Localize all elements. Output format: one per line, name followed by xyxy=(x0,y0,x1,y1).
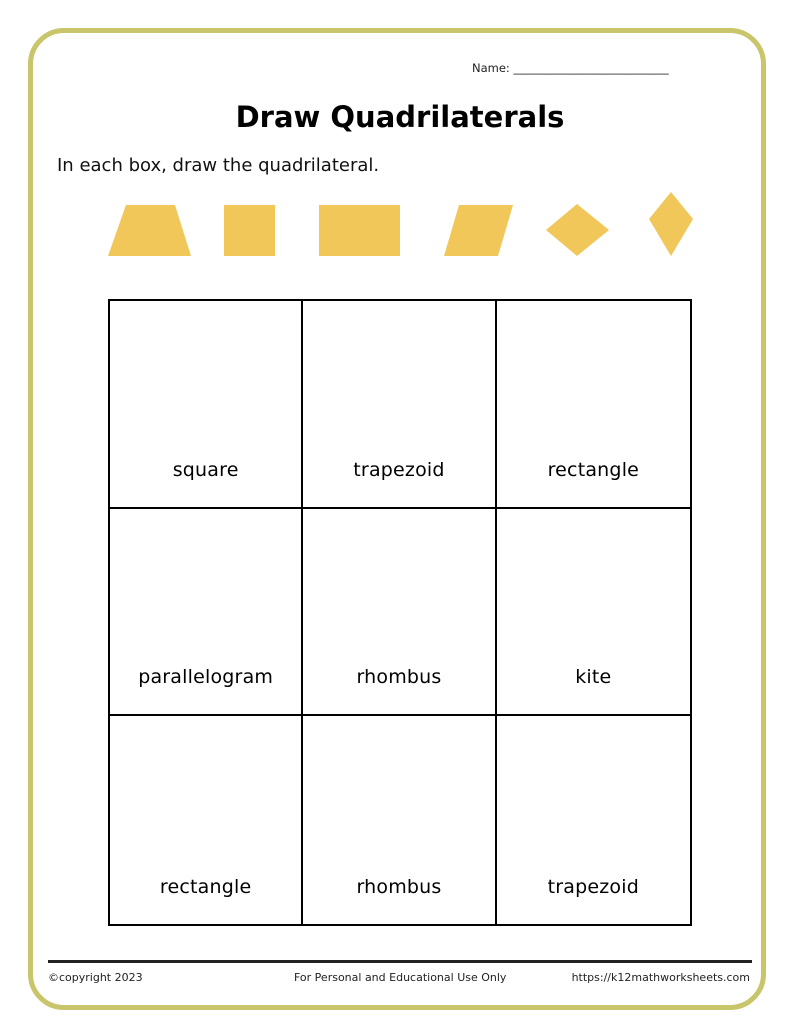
rectangle-icon xyxy=(319,205,400,256)
grid-cell[interactable] xyxy=(497,301,690,509)
kite-icon xyxy=(649,192,693,256)
grid-cell[interactable] xyxy=(110,716,303,924)
footer-usage: For Personal and Educational Use Only xyxy=(294,971,507,984)
parallelogram-icon xyxy=(444,205,513,256)
grid-cell[interactable] xyxy=(303,301,496,509)
cell-label: kite xyxy=(575,666,612,689)
instructions: In each box, draw the quadrilateral. xyxy=(57,155,380,176)
cell-label: trapezoid xyxy=(353,458,445,481)
grid-cell[interactable] xyxy=(303,509,496,717)
cell-label: parallelogram xyxy=(138,666,274,689)
footer-divider xyxy=(48,960,752,963)
name-field[interactable]: Name: ___________________________ xyxy=(472,61,669,75)
shape-examples xyxy=(0,0,800,300)
grid-cell[interactable] xyxy=(303,716,496,924)
drawing-grid xyxy=(108,299,692,926)
trapezoid-icon xyxy=(108,205,191,256)
grid-cell[interactable] xyxy=(497,509,690,717)
cell-label: rhombus xyxy=(356,876,442,898)
cell-label: rhombus xyxy=(356,666,442,689)
cell-label: rectangle xyxy=(159,876,252,898)
footer-copyright: ©copyright 2023 xyxy=(48,971,143,984)
footer-url[interactable]: https://k12mathworksheets.com xyxy=(571,971,750,984)
square-icon xyxy=(224,205,275,256)
grid-cell[interactable] xyxy=(110,301,303,509)
grid-cell[interactable] xyxy=(110,509,303,717)
page-title: Draw Quadrilaterals xyxy=(235,100,565,134)
cell-label: square xyxy=(172,458,239,481)
rhombus-icon xyxy=(546,204,609,256)
grid-cell[interactable] xyxy=(497,716,690,924)
cell-label: trapezoid xyxy=(547,876,640,898)
cell-label: rectangle xyxy=(547,458,640,481)
